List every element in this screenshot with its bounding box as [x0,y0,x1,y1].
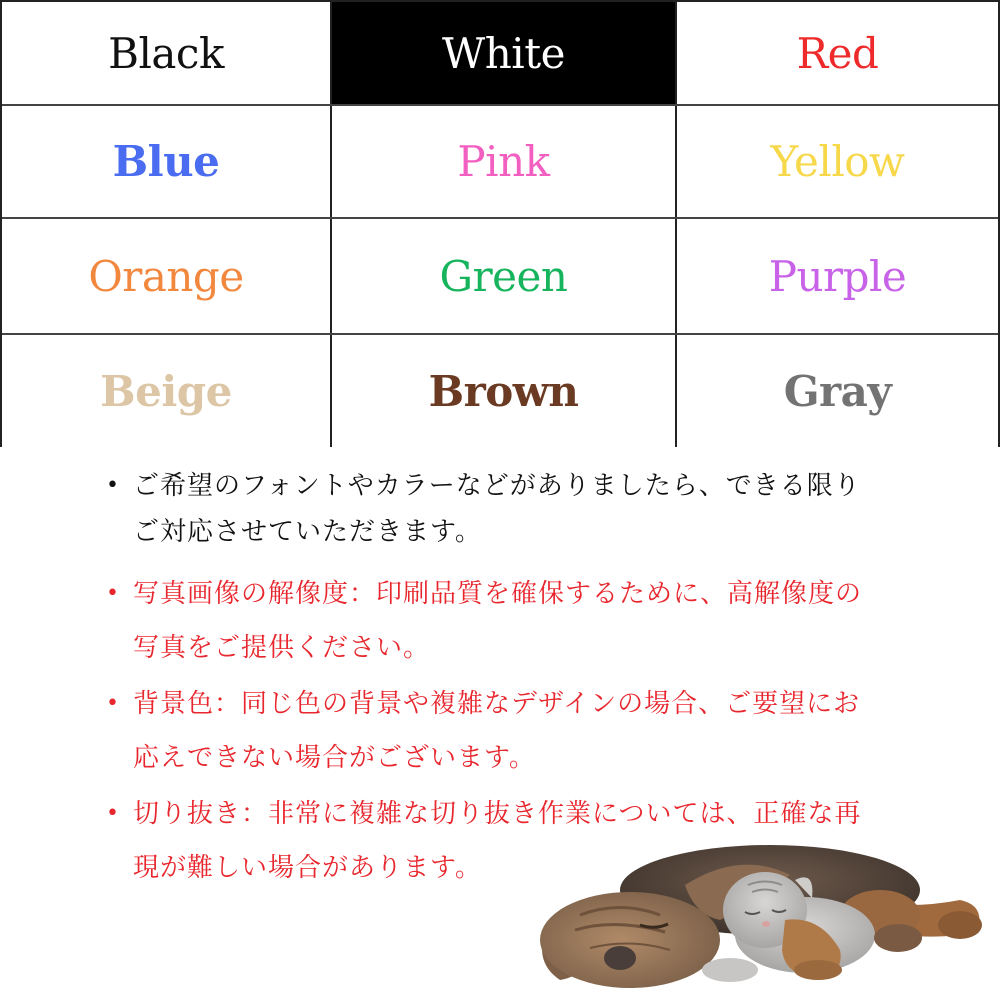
color-cell-purple [677,219,998,333]
puppy-and-kitten-image [520,830,990,990]
color-label: Yellow [770,137,905,186]
note-line: 写真画像の解像度：印刷品質を確保するために、高解像度の [133,579,863,609]
color-cell-red [677,2,998,104]
color-cell-pink [332,106,677,217]
note-line: 現が難しい場合があります。 [133,853,482,883]
note-background-color [104,677,924,785]
color-label: Green [439,251,568,301]
color-cell-yellow [677,106,998,217]
puppy-kitten-illustration-icon [520,830,990,990]
grid-row [2,2,998,106]
color-cell-black [2,2,332,104]
note-line: 写真をご提供ください。 [133,633,431,663]
color-label: Red [796,28,879,78]
color-cell-orange [2,219,332,333]
color-label: Brown [428,366,579,416]
color-cell-white [332,2,677,104]
color-cell-blue [2,106,332,217]
bullet-icon: • [106,473,120,498]
color-options-grid [0,0,1000,447]
grid-row [2,335,998,447]
note-line: ご希望のフォントやカラーなどがありましたら、できる限り [133,471,861,501]
grid-row [2,219,998,335]
color-label: Black [108,28,224,78]
bullet-icon: • [106,691,120,716]
color-cell-beige [2,335,332,447]
grid-row [2,106,998,219]
note-photo-resolution [104,567,924,675]
color-label: Orange [88,251,244,301]
color-label: White [442,28,565,78]
color-label: Beige [100,366,232,416]
bullet-icon: • [106,581,120,606]
note-line: 応えできない場合がございます。 [133,743,536,773]
color-cell-brown [332,335,677,447]
note-line: ご対応させていただきます。 [133,517,482,547]
color-label: Pink [457,137,550,186]
color-label: Gray [783,366,892,416]
color-cell-gray [677,335,998,447]
note-line: 切り抜き：非常に複雑な切り抜き作業については、正確な再 [133,799,862,829]
color-label: Blue [112,137,220,186]
note-custom-requests [104,463,924,555]
color-cell-green [332,219,677,333]
bullet-icon: • [106,801,120,826]
color-label: Purple [768,251,907,301]
note-line: 背景色：同じ色の背景や複雑なデザインの場合、ご要望にお [133,689,861,719]
